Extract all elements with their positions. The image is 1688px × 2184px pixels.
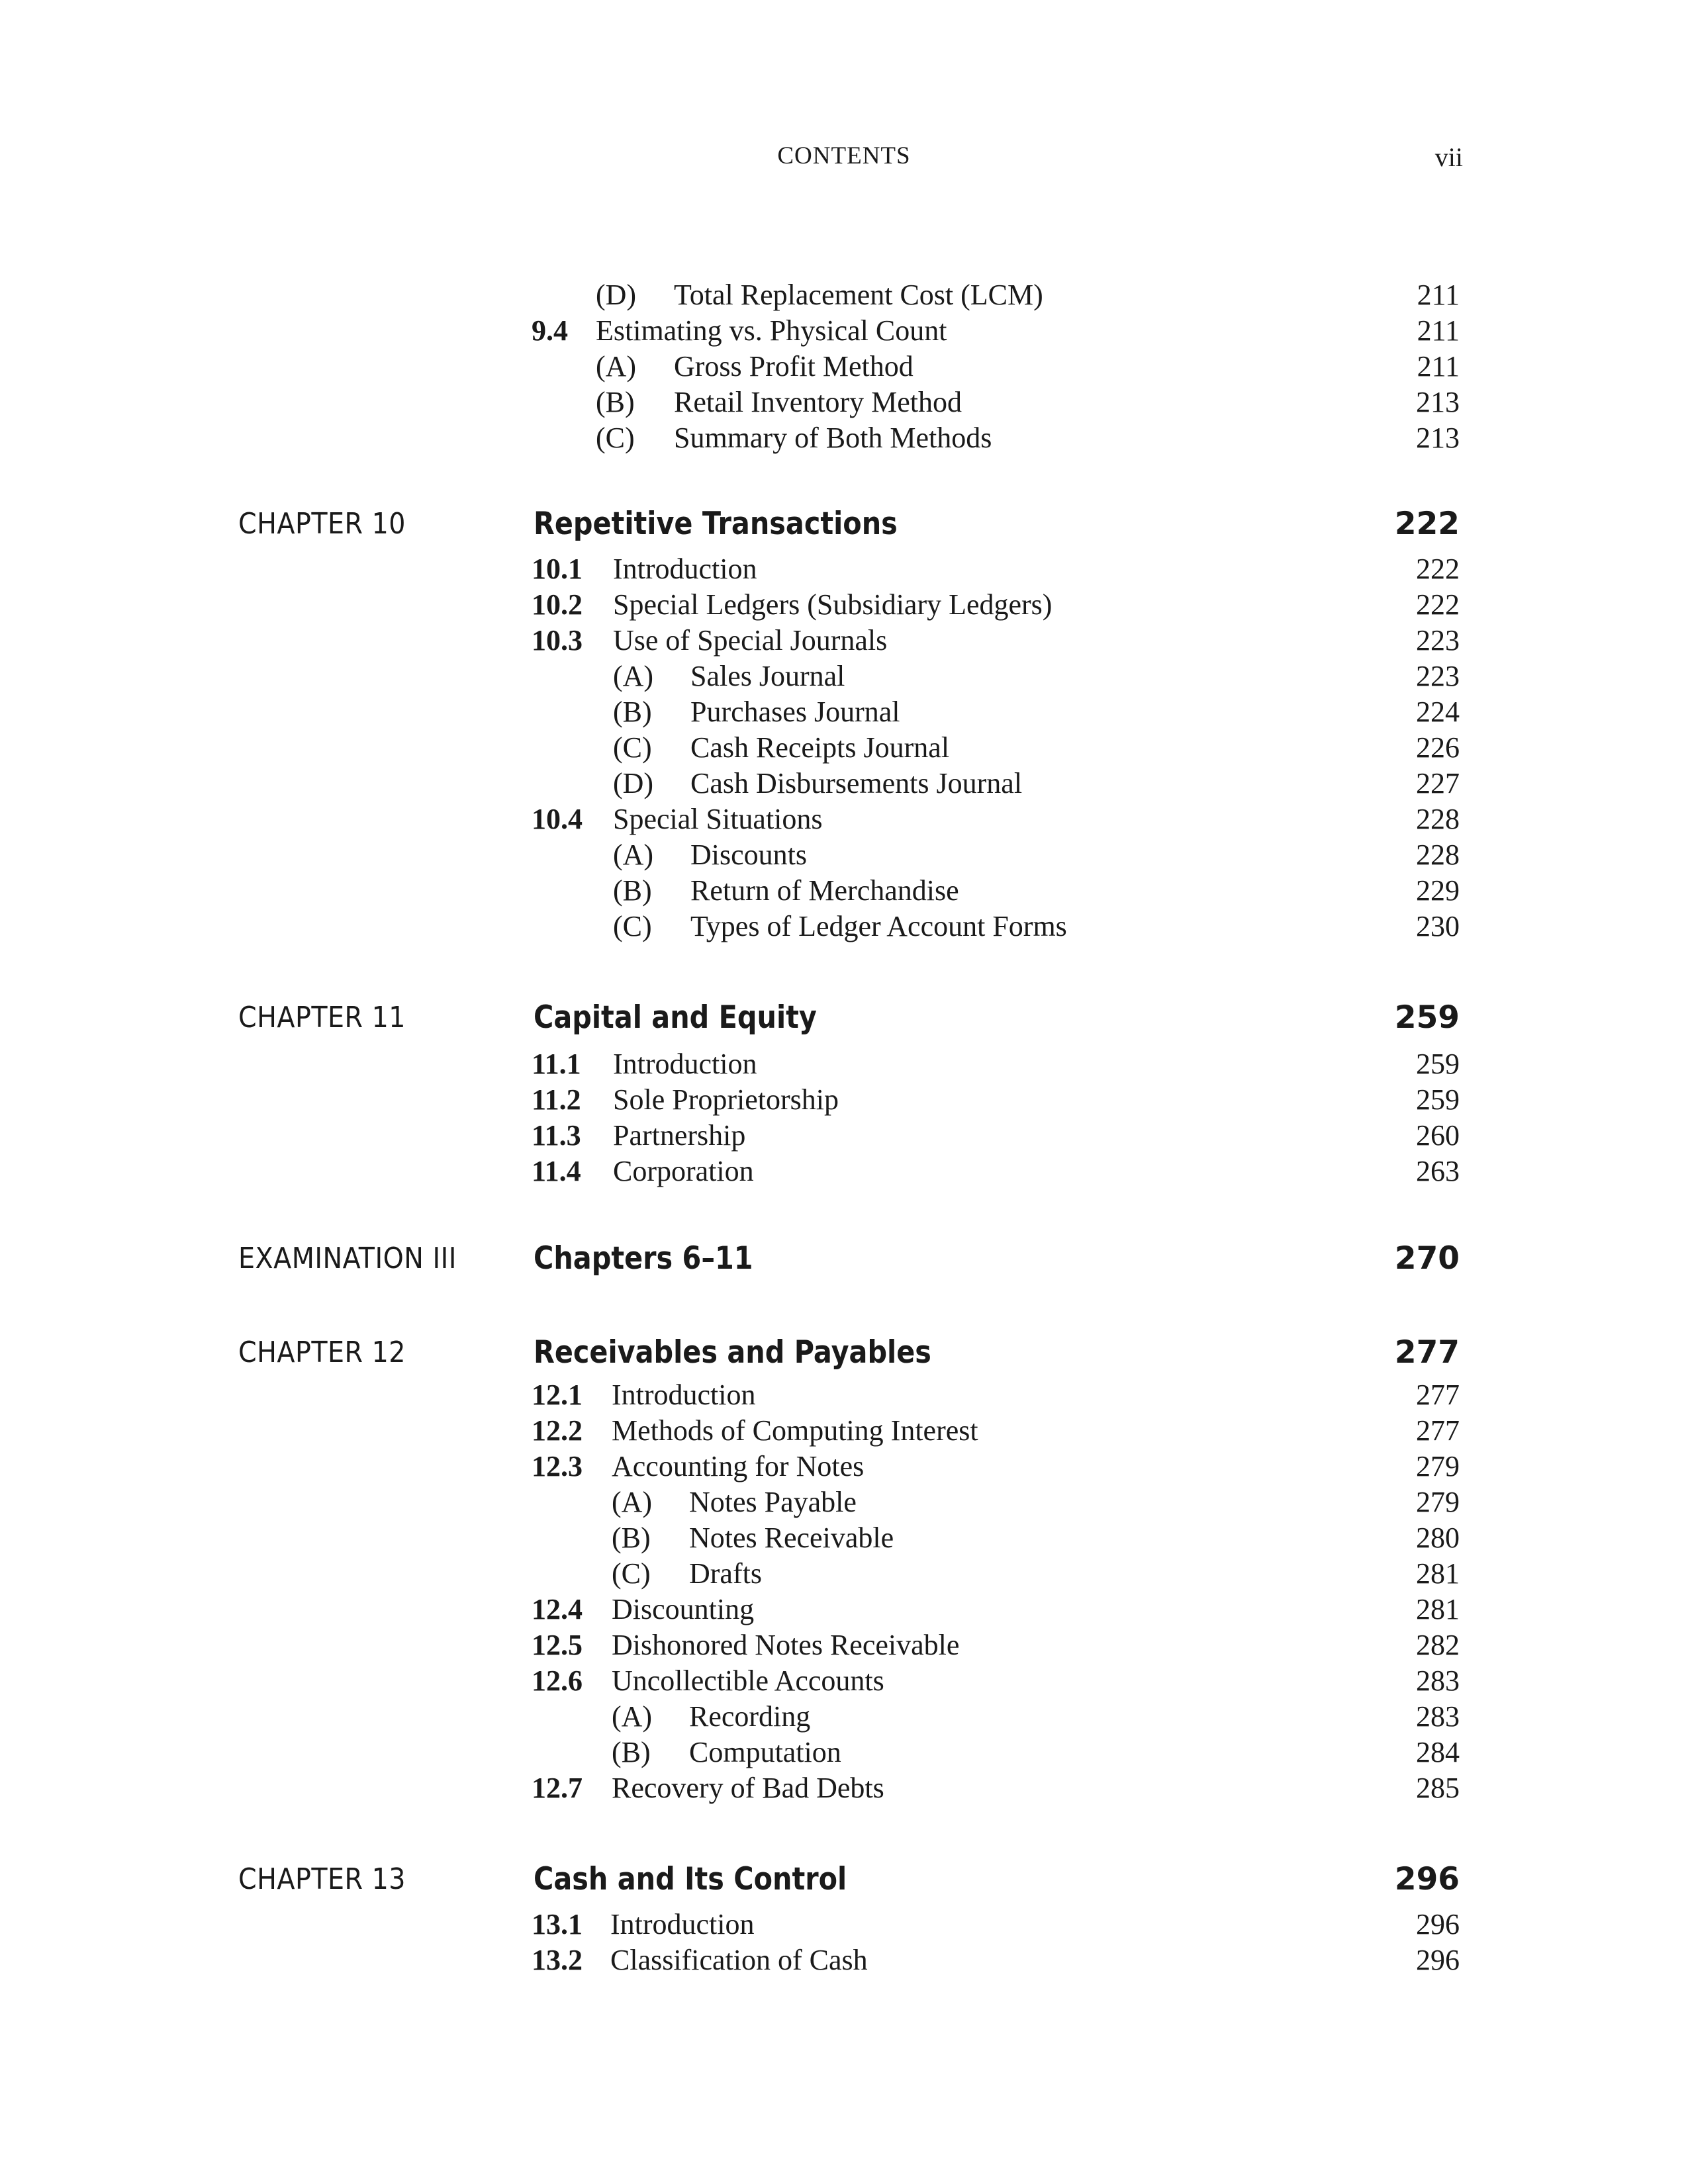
entry-page: 277: [1416, 1414, 1460, 1447]
entry-page: 281: [1416, 1593, 1460, 1625]
toc-entry: [0, 1555, 1688, 1592]
entry-page: 230: [1416, 910, 1460, 942]
entry-number: 11.1: [532, 1048, 581, 1080]
entry-number: 12.7: [532, 1772, 583, 1804]
toc-entry: [0, 586, 1688, 623]
entry-text: Estimating vs. Physical Count: [596, 314, 947, 347]
entry-letter: (A): [612, 1486, 653, 1518]
entry-letter: (B): [596, 386, 635, 418]
toc-entry: [0, 1081, 1688, 1118]
entry-page: 279: [1416, 1450, 1460, 1482]
running-page-number: vii: [1434, 142, 1463, 172]
entry-letter: (B): [613, 696, 652, 728]
entry-text: Sales Journal: [690, 660, 845, 692]
entry-page: 211: [1417, 279, 1460, 311]
entry-number: 10.1: [532, 553, 583, 585]
entry-page: 285: [1416, 1772, 1460, 1804]
toc-entry: [0, 384, 1688, 421]
entry-letter: (C): [613, 910, 652, 942]
entry-number: 12.6: [532, 1664, 583, 1697]
entry-letter: (C): [613, 731, 652, 764]
entry-number: 13.2: [532, 1944, 583, 1976]
entry-number: 12.3: [532, 1450, 583, 1482]
toc-entry: [0, 1662, 1688, 1700]
entry-page: 228: [1416, 803, 1460, 835]
entry-text: Purchases Journal: [690, 696, 900, 728]
entry-page: 284: [1416, 1736, 1460, 1768]
entry-letter: (A): [613, 839, 654, 871]
entry-text: Introduction: [610, 1908, 755, 1940]
toc-entry: [0, 1734, 1688, 1771]
entry-text: Discounting: [612, 1593, 755, 1625]
entry-number: 10.3: [532, 624, 583, 657]
entry-page: 211: [1417, 314, 1460, 347]
entry-letter: (A): [613, 660, 654, 692]
entry-text: Retail Inventory Method: [674, 386, 962, 418]
entry-text: Introduction: [613, 553, 757, 585]
entry-page: 259: [1416, 1083, 1460, 1116]
entry-page: 211: [1417, 350, 1460, 383]
entry-page: 227: [1416, 767, 1460, 799]
entry-number: 11.2: [532, 1083, 581, 1116]
entry-text: Drafts: [689, 1557, 762, 1590]
entry-page: 228: [1416, 839, 1460, 871]
entry-page: 281: [1416, 1557, 1460, 1590]
toc-entry: [0, 1412, 1688, 1449]
exam-heading: [0, 1238, 1688, 1280]
entry-page: 282: [1416, 1629, 1460, 1661]
entry-text: Return of Merchandise: [690, 874, 959, 907]
entry-text: Gross Profit Method: [674, 350, 914, 383]
entry-page: 259: [1416, 1048, 1460, 1080]
chapter-title: Receivables and Payables: [534, 1334, 931, 1371]
toc-entry: [0, 729, 1688, 766]
toc-entry: [0, 1520, 1688, 1557]
entry-text: Introduction: [613, 1048, 757, 1080]
chapter-page: 222: [1394, 506, 1460, 542]
entry-text: Recovery of Bad Debts: [612, 1772, 884, 1804]
entry-letter: (D): [613, 767, 654, 799]
entry-number: 13.1: [532, 1908, 583, 1940]
entry-text: Discounts: [690, 839, 807, 871]
entry-text: Partnership: [613, 1119, 746, 1152]
toc-entry: [0, 348, 1688, 385]
entry-text: Recording: [689, 1700, 811, 1733]
entry-page: 283: [1416, 1700, 1460, 1733]
running-title: CONTENTS: [777, 142, 911, 169]
entry-number: 10.2: [532, 588, 583, 621]
entry-page: 296: [1416, 1944, 1460, 1976]
entry-letter: (B): [612, 1522, 651, 1554]
chapter-page: 296: [1394, 1861, 1460, 1897]
toc-entry: [0, 277, 1688, 314]
entry-letter: (A): [612, 1700, 653, 1733]
entry-page: 279: [1416, 1486, 1460, 1518]
exam-page: 270: [1394, 1240, 1460, 1277]
entry-text: Uncollectible Accounts: [612, 1664, 884, 1697]
chapter-label: CHAPTER 11: [238, 1001, 406, 1034]
entry-text: Notes Payable: [689, 1486, 857, 1518]
entry-text: Sole Proprietorship: [613, 1083, 839, 1116]
toc-entry: [0, 1906, 1688, 1943]
entry-page: 296: [1416, 1908, 1460, 1940]
entry-page: 260: [1416, 1119, 1460, 1152]
toc-entry: [0, 837, 1688, 874]
toc-entry: [0, 1942, 1688, 1979]
toc-entry: [0, 1448, 1688, 1485]
entry-text: Notes Receivable: [689, 1522, 894, 1554]
entry-number: 12.1: [532, 1379, 583, 1411]
entry-text: Dishonored Notes Receivable: [612, 1629, 960, 1661]
entry-text: Summary of Both Methods: [674, 422, 992, 454]
entry-text: Types of Ledger Account Forms: [690, 910, 1067, 942]
chapter-label: CHAPTER 12: [238, 1336, 406, 1369]
entry-text: Cash Disbursements Journal: [690, 767, 1023, 799]
entry-page: 277: [1416, 1379, 1460, 1411]
entry-number: 12.4: [532, 1593, 583, 1625]
entry-letter: (D): [596, 279, 637, 311]
entry-letter: (B): [613, 874, 652, 907]
exam-label: EXAMINATION III: [238, 1242, 457, 1275]
entry-page: 213: [1416, 386, 1460, 418]
chapter-heading: [0, 1332, 1688, 1374]
entry-letter: (C): [596, 422, 635, 454]
entry-page: 229: [1416, 874, 1460, 907]
toc-entry: [0, 1591, 1688, 1628]
toc-entry: [0, 622, 1688, 659]
running-head: [0, 142, 1688, 181]
toc-entry: [0, 1377, 1688, 1414]
entry-text: Corporation: [613, 1155, 754, 1187]
entry-number: 11.3: [532, 1119, 581, 1152]
toc-entry: [0, 1627, 1688, 1664]
entry-text: Cash Receipts Journal: [690, 731, 950, 764]
toc-entry: [0, 1046, 1688, 1083]
chapter-label: CHAPTER 10: [238, 507, 406, 541]
entry-text: Special Situations: [613, 803, 823, 835]
entry-text: Use of Special Journals: [613, 624, 888, 657]
entry-page: 224: [1416, 696, 1460, 728]
chapter-label: CHAPTER 13: [238, 1862, 406, 1896]
toc-entry: [0, 801, 1688, 838]
toc-entry: [0, 658, 1688, 695]
toc-entry: [0, 420, 1688, 457]
toc-entry: [0, 694, 1688, 731]
entry-number: 12.2: [532, 1414, 583, 1447]
entry-page: 226: [1416, 731, 1460, 764]
entry-page: 283: [1416, 1664, 1460, 1697]
entry-page: 263: [1416, 1155, 1460, 1187]
chapter-title: Cash and Its Control: [534, 1861, 847, 1897]
chapter-heading: [0, 997, 1688, 1039]
entry-page: 223: [1416, 660, 1460, 692]
entry-letter: (C): [612, 1557, 651, 1590]
entry-page: 280: [1416, 1522, 1460, 1554]
entry-text: Classification of Cash: [610, 1944, 868, 1976]
chapter-heading: [0, 503, 1688, 545]
toc-entry: [0, 551, 1688, 588]
entry-text: Methods of Computing Interest: [612, 1414, 978, 1447]
entry-text: Computation: [689, 1736, 841, 1768]
entry-page: 222: [1416, 553, 1460, 585]
toc-entry: [0, 1117, 1688, 1154]
exam-title: Chapters 6–11: [534, 1240, 753, 1277]
chapter-title: Capital and Equity: [534, 999, 817, 1036]
entry-number: 11.4: [532, 1155, 581, 1187]
chapter-heading: [0, 1858, 1688, 1901]
entry-text: Introduction: [612, 1379, 756, 1411]
toc-entry: [0, 1153, 1688, 1190]
toc-entry: [0, 872, 1688, 909]
entry-text: Special Ledgers (Subsidiary Ledgers): [613, 588, 1053, 621]
chapter-title: Repetitive Transactions: [534, 506, 898, 542]
chapter-page: 259: [1394, 999, 1460, 1036]
entry-number: 10.4: [532, 803, 583, 835]
entry-letter: (B): [612, 1736, 651, 1768]
entry-text: Total Replacement Cost (LCM): [674, 279, 1043, 311]
chapter-page: 277: [1394, 1334, 1460, 1371]
entry-letter: (A): [596, 350, 637, 383]
toc-entry: [0, 1770, 1688, 1807]
entry-page: 213: [1416, 422, 1460, 454]
toc-entry: [0, 908, 1688, 945]
entry-page: 222: [1416, 588, 1460, 621]
toc-entry: [0, 1484, 1688, 1521]
toc-entry: [0, 312, 1688, 349]
entry-text: Accounting for Notes: [612, 1450, 865, 1482]
toc-entry: [0, 1698, 1688, 1735]
entry-number: 9.4: [532, 314, 568, 347]
entry-number: 12.5: [532, 1629, 583, 1661]
entry-page: 223: [1416, 624, 1460, 657]
toc-entry: [0, 765, 1688, 802]
